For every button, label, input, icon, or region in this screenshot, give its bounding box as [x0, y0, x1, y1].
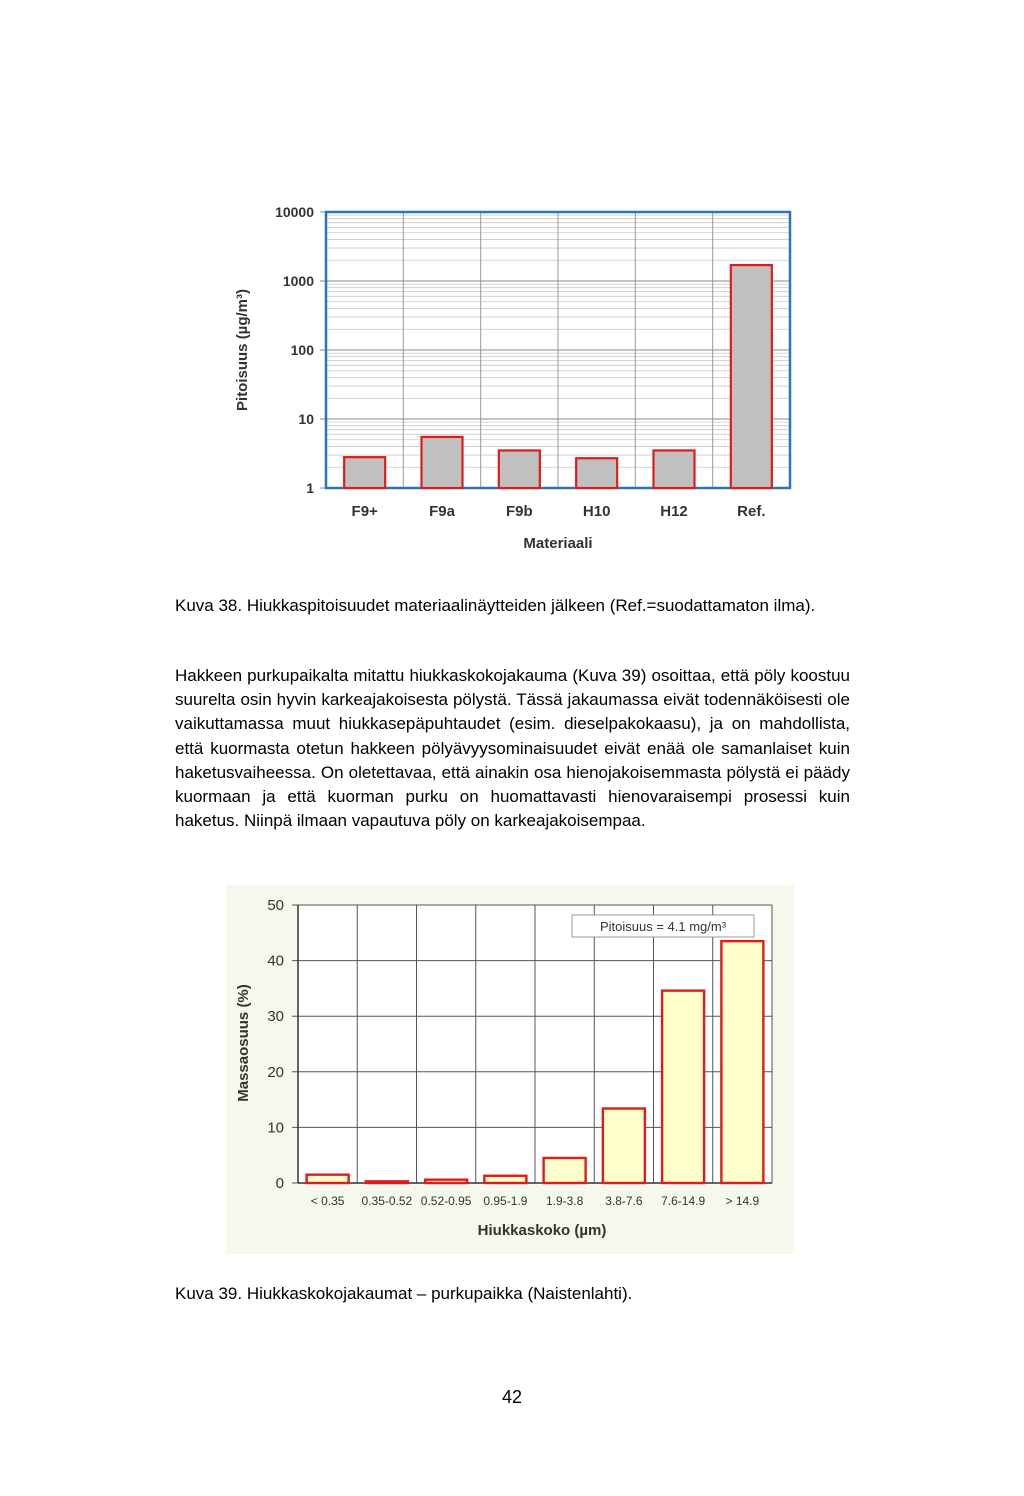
chart2-bar — [544, 1158, 586, 1183]
page-number: 42 — [501, 1387, 523, 1407]
chart2-bar — [484, 1176, 526, 1183]
chart1-y-tick-label: 1 — [306, 480, 314, 496]
chart1-y-tick-label: 10 — [298, 411, 314, 427]
chart2-bar — [721, 941, 763, 1183]
chart1-x-tick-label: F9b — [505, 503, 533, 520]
chart1-x-tick-label: F9+ — [351, 503, 378, 520]
chart-particle-concentrations — [222, 195, 812, 565]
chart2-x-tick-label: 0.35-0.52 — [361, 1194, 413, 1208]
chart1-bar — [731, 265, 772, 488]
figure1-caption: Kuva 38. Hiukkaspitoisuudet materiaalinäytteiden jälkeen (Ref.=suodattamaton ilma). — [175, 596, 816, 615]
chart1-y-tick-label: 100 — [290, 342, 314, 358]
chart1-x-tick-label: H10 — [582, 503, 611, 520]
chart2-y-tick-label: 10 — [267, 1119, 284, 1137]
chart2-x-tick-label: 7.6-14.9 — [661, 1194, 706, 1208]
chart1-x-tick-label: Ref. — [737, 503, 766, 520]
chart1-x-tick-label: H12 — [660, 503, 688, 520]
chart1-y-tick-label: 1000 — [282, 273, 314, 289]
chart1-bar — [499, 450, 540, 488]
chart2-x-axis-label: Hiukkaskoko (µm) — [477, 1222, 607, 1239]
chart1-x-axis-label: Materiaali — [523, 535, 593, 552]
chart1-bar — [422, 437, 463, 488]
chart2-y-tick-label: 50 — [267, 897, 284, 914]
chart1-y-tick-labels — [275, 204, 314, 496]
chart2-bar — [366, 1181, 408, 1183]
chart-particle-size-distribution — [226, 885, 794, 1254]
chart2-x-tick-label: 1.9-3.8 — [545, 1194, 584, 1208]
chart2-bar — [662, 991, 704, 1183]
chart2-x-tick-label: > 14.9 — [725, 1194, 760, 1208]
chart2-x-tick-label: 0.52-0.95 — [420, 1194, 472, 1208]
figure2-caption: Kuva 39. Hiukkaskokojakaumat – purkupaikka (Naistenlahti). — [175, 1284, 633, 1303]
chart2-x-tick-label: 0.95-1.9 — [483, 1194, 528, 1208]
chart1-x-tick-labels — [352, 503, 766, 520]
chart2-x-tick-label: < 0.35 — [310, 1194, 345, 1208]
chart1-gridlines — [320, 212, 790, 488]
chart1-bar — [344, 457, 385, 488]
chart2-bar — [307, 1175, 349, 1183]
chart2-y-tick-label: 0 — [275, 1175, 284, 1192]
chart1-y-axis-label: Pitoisuus (µg/m³) — [234, 289, 251, 411]
chart2-y-tick-label: 30 — [267, 1008, 284, 1026]
chart1-x-tick-label: F9a — [429, 503, 455, 520]
chart2-y-tick-label: 20 — [267, 1063, 284, 1081]
chart2-x-tick-label: 3.8-7.6 — [605, 1194, 643, 1208]
chart2-bar — [425, 1180, 467, 1183]
chart1-y-tick-label: 10000 — [275, 204, 314, 220]
chart1-bar — [576, 458, 617, 488]
chart2-y-tick-label: 40 — [267, 952, 284, 970]
chart2-y-axis-label: Massaosuus (%) — [235, 984, 252, 1102]
chart2-bar — [603, 1108, 645, 1183]
chart2-annotation: Pitoisuus = 4.1 mg/m³ — [599, 919, 727, 934]
chart1-bar — [654, 450, 695, 488]
body-paragraph: Hakkeen purkupaikalta mitattu hiukkaskokojakauma (Kuva 39) osoittaa, että pöly koostuu suurelta osin hyvin karkeajakoisesta pölystä. Tässä jakaumassa eivät todennäköisesti ole vaikuttamassa muut hiukkasepäpuhtaudet (esim. dieselpakokaasu), ja on mahdollista, että kuormasta otetun hakkeen pölyävyysominaisuudet eivät enää ole samanlaiset kuin haketusvaiheessa. On oletettavaa, että ainakin osa hienojakoisemmasta pölystä ei päädy kuormaan ja että kuorman purku on huomattavasti hienovaraisempi prosessi kuin haketus. Niinpä ilmaan vapautuva pöly on karkeajakoisempaa. — [175, 666, 850, 831]
